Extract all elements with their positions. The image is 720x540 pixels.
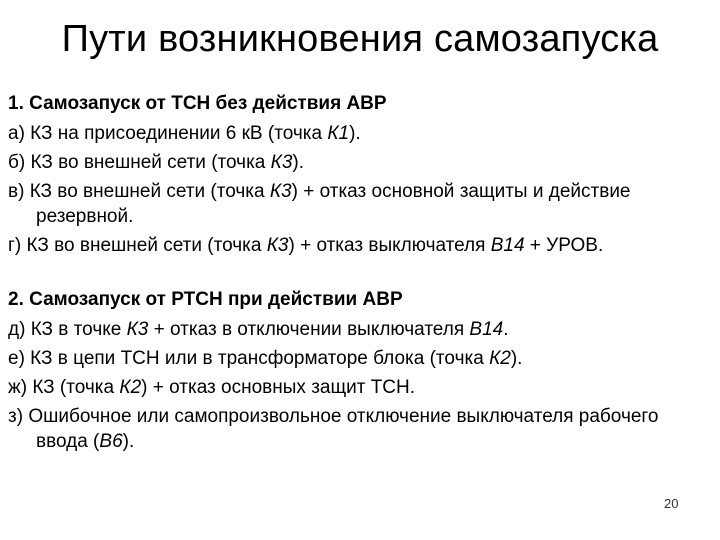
slide-content	[8, 90, 708, 454]
item-text: ) + отказ основной защиты и действие резервной.	[36, 181, 631, 227]
item-reference: В14	[490, 235, 525, 256]
item-text: в) КЗ во внешней сети (точка	[8, 181, 270, 202]
list-item	[8, 375, 708, 400]
item-text: е) КЗ в цепи ТСН или в трансформаторе блока (точка	[8, 348, 490, 369]
item-reference: В6	[99, 431, 123, 452]
list-item	[8, 150, 708, 175]
list-item	[8, 179, 708, 229]
section-1	[8, 90, 708, 258]
list-item	[8, 317, 708, 342]
section-2	[8, 286, 708, 454]
item-text: г) КЗ во внешней сети (точка	[8, 235, 267, 256]
item-reference: К1	[327, 123, 350, 144]
item-text: ).	[510, 348, 523, 369]
section-heading: 1. Самозапуск от ТСН без действия АВР	[8, 93, 387, 114]
item-text: .	[503, 319, 509, 340]
item-reference: К3	[126, 319, 149, 340]
page-title: Пути возникновения самозапуска	[61, 18, 659, 60]
item-reference: К2	[119, 377, 142, 398]
item-text: + УРОВ.	[524, 235, 604, 256]
item-text: д) КЗ в точке	[8, 319, 127, 340]
item-text: ).	[122, 431, 135, 452]
item-text: а) КЗ на присоединении 6 кВ (точка	[8, 123, 328, 144]
item-text: з) Ошибочное или самопроизвольное отключение выключателя рабочего ввода (	[8, 406, 659, 452]
list-item	[8, 404, 708, 454]
item-reference: К2	[489, 348, 511, 369]
item-text: б) КЗ во внешней сети (точка	[8, 152, 271, 173]
item-text: ж) КЗ (точка	[8, 377, 120, 398]
list-item	[8, 233, 708, 258]
list-item	[8, 346, 708, 371]
section-items	[8, 121, 708, 258]
section-items	[8, 317, 708, 454]
section-heading: 2. Самозапуск от РТСН при действии АВР	[8, 289, 403, 310]
item-text: ) + отказ основных защит ТСН.	[141, 377, 416, 398]
item-reference: К3	[266, 235, 289, 256]
item-reference: В14	[469, 319, 504, 340]
item-text: ).	[292, 152, 305, 173]
item-text: ) + отказ выключателя	[288, 235, 491, 256]
item-text: + отказ в отключении выключателя	[148, 319, 470, 340]
item-text: ).	[349, 123, 361, 144]
item-reference: К3	[269, 181, 292, 202]
list-item	[8, 121, 708, 146]
item-reference: К3	[270, 152, 293, 173]
page-number: 20	[664, 496, 679, 511]
